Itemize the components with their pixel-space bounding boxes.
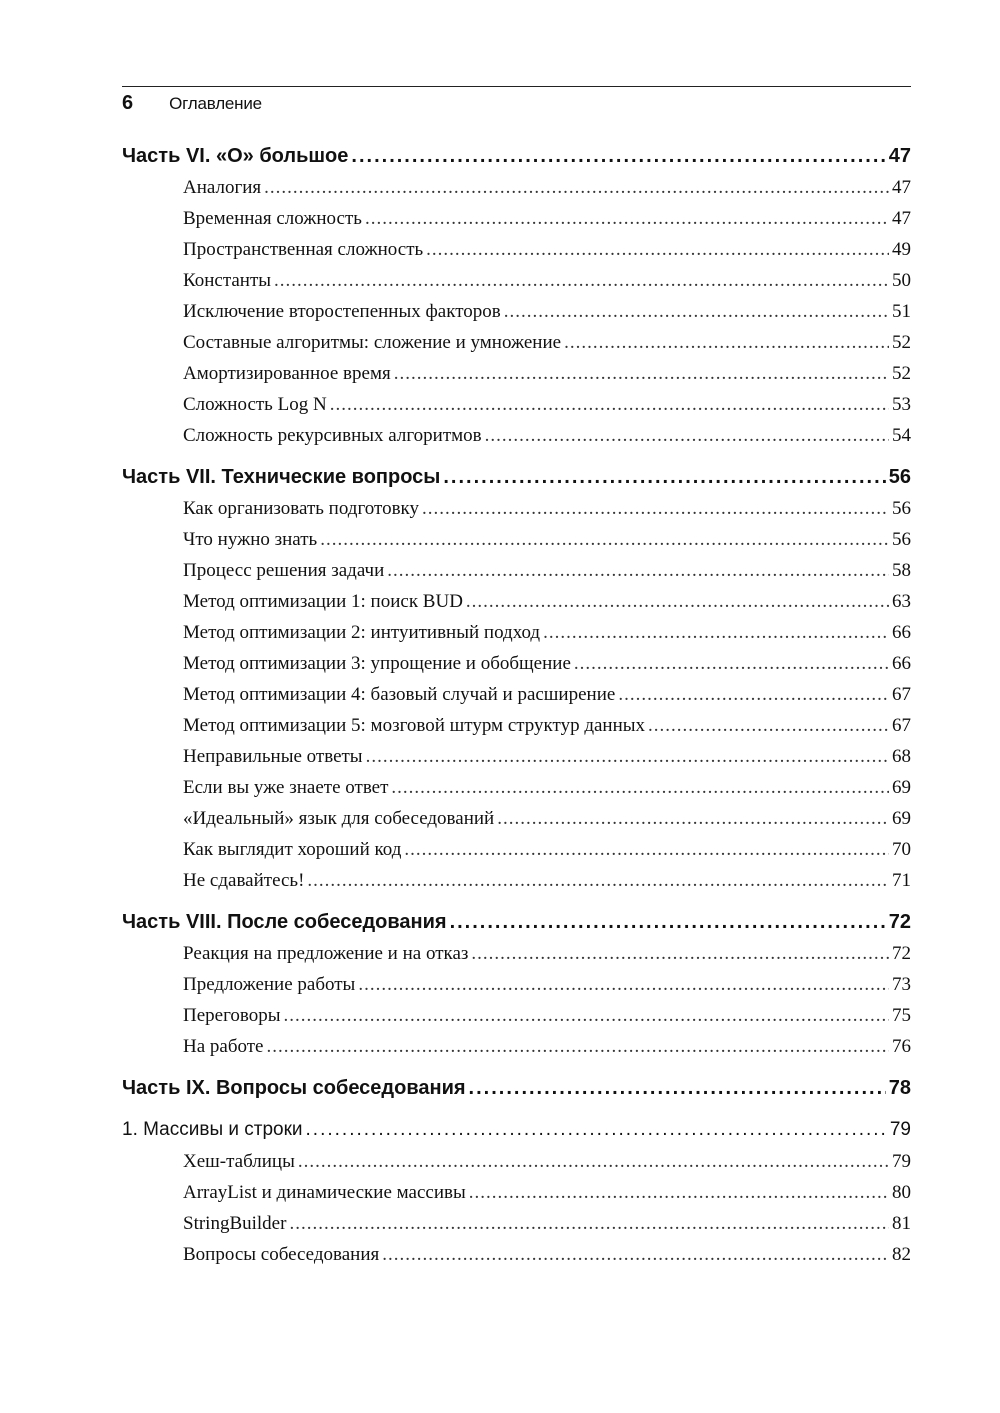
dot-leader [469,1077,886,1100]
toc-entry-page: 80 [892,1182,911,1203]
dot-leader [382,1244,889,1266]
toc-sub-entry [122,498,911,529]
dot-leader [422,498,889,520]
toc-sub-entry [122,591,911,622]
toc-entry-page: 53 [892,394,911,415]
dot-leader [264,177,889,199]
toc-entry-page: 51 [892,301,911,322]
running-head-title: Оглавление [169,94,262,113]
toc-entry-title: Метод оптимизации 1: поиск BUD [183,591,463,612]
toc-sub-entry [122,653,911,684]
toc-part-entry [122,911,911,943]
dot-leader [426,239,889,261]
toc-entry-title: Если вы уже знаете ответ [183,777,389,798]
toc-entry-title: ArrayList и динамические массивы [183,1182,466,1203]
toc-entry-title: Составные алгоритмы: сложение и умножение [183,332,562,353]
dot-leader [267,1036,890,1058]
toc-entry-title: Вопросы собеседования [183,1244,380,1265]
dot-leader [289,1213,889,1235]
toc-sub-entry [122,560,911,591]
toc-entry-page: 47 [892,208,911,229]
toc-sub-entry [122,177,911,208]
dot-leader [394,363,889,385]
toc-sub-entry [122,332,911,363]
toc-entry-title: На работе [183,1036,264,1057]
dot-leader [320,529,889,551]
toc-entry-title: 1. Массивы и строки [122,1119,303,1140]
toc-entry-title: «Идеальный» язык для собеседований [183,808,495,829]
toc-entry-page: 49 [892,239,911,260]
toc-sub-entry [122,363,911,394]
dot-leader [307,870,889,892]
dot-leader [298,1151,889,1173]
toc-entry-page: 56 [888,466,911,488]
toc-entry-title: Пространственная сложность [183,239,424,260]
dot-leader [443,466,885,489]
toc-sub-entry [122,870,911,901]
toc-entry-title: Метод оптимизации 4: базовый случай и расширение [183,684,616,705]
toc-sub-entry [122,239,911,270]
toc-entry-title: StringBuilder [183,1213,287,1234]
toc-entry-page: 63 [892,591,911,612]
toc-entry-page: 69 [892,808,911,829]
toc-sub-entry [122,943,911,974]
toc-entry-page: 69 [892,777,911,798]
dot-leader [471,943,889,965]
toc-entry-page: 52 [892,363,911,384]
toc-entry-page: 79 [889,1119,911,1140]
dot-leader [365,208,889,230]
toc-entry-title: Часть VIII. После собеседования [122,911,447,933]
dot-leader [469,1182,889,1204]
toc-entry-page: 72 [892,943,911,964]
toc-entry-title: Хеш-таблицы [183,1151,295,1172]
toc-entry-page: 71 [892,870,911,891]
toc-entry-page: 70 [892,839,911,860]
toc-entry-page: 68 [892,746,911,767]
dot-leader [466,591,889,613]
toc-entry-title: Метод оптимизации 2: интуитивный подход [183,622,541,643]
toc-entry-title: Предложение работы [183,974,356,995]
toc-sub-entry [122,425,911,456]
toc-entry-title: Что нужно знать [183,529,318,550]
toc-sub-entry [122,974,911,1005]
toc-entry-title: Аналогия [183,177,262,198]
toc-entry-title: Метод оптимизации 3: упрощение и обобщение [183,653,571,674]
dot-leader [366,746,889,768]
toc-entry-title: Реакция на предложение и на отказ [183,943,469,964]
dot-leader [485,425,889,447]
toc-entry-page: 56 [892,498,911,519]
toc-entry-page: 54 [892,425,911,446]
toc-entry-page: 50 [892,270,911,291]
toc-entry-page: 47 [892,177,911,198]
toc-sub-entry [122,1151,911,1182]
toc-sub-entry [122,777,911,808]
toc-sub-entry [122,1244,911,1275]
dot-leader [358,974,889,996]
toc-entry-page: 82 [892,1244,911,1265]
header-rule [122,86,911,87]
toc-sub-entry [122,622,911,653]
toc-entry-title: Исключение второстепенных факторов [183,301,501,322]
toc-entry-title: Как выглядит хороший код [183,839,402,860]
dot-leader [564,332,889,354]
toc-sub-entry [122,270,911,301]
dot-leader [274,270,889,292]
dot-leader [404,839,889,861]
page-number: 6 [122,92,134,114]
dot-leader [648,715,889,737]
dot-leader [504,301,889,323]
toc-part-entry [122,145,911,177]
dot-leader [450,911,886,934]
toc-entry-page: 66 [892,653,911,674]
toc-entry-page: 56 [892,529,911,550]
dot-leader [391,777,889,799]
dot-leader [284,1005,889,1027]
toc-sub-entry [122,808,911,839]
toc-sub-entry [122,715,911,746]
toc-entry-page: 52 [892,332,911,353]
toc-entry-page: 66 [892,622,911,643]
toc-entry-page: 72 [888,911,911,933]
toc-entry-page: 76 [892,1036,911,1057]
toc-chapter-entry [122,1119,911,1151]
toc-entry-title: Константы [183,270,272,291]
toc-sub-entry [122,394,911,425]
toc-entry-title: Метод оптимизации 5: мозговой штурм структур данных [183,715,646,736]
dot-leader [306,1119,887,1141]
toc-entry-page: 67 [892,684,911,705]
toc-entry-page: 78 [888,1077,911,1099]
dot-leader [330,394,889,416]
toc-entry-page: 58 [892,560,911,581]
dot-leader [543,622,889,644]
toc-entry-page: 75 [892,1005,911,1026]
dot-leader [497,808,889,830]
toc-entry-title: Сложность Log N [183,394,327,415]
toc-entry-title: Часть VII. Технические вопросы [122,466,441,488]
toc-entry-title: Часть IX. Вопросы собеседования [122,1077,466,1099]
toc-entry-page: 47 [888,145,911,167]
toc-sub-entry [122,839,911,870]
toc-entry-title: Не сдавайтесь! [183,870,305,891]
toc-entry-title: Неправильные ответы [183,746,363,767]
toc-entry-page: 67 [892,715,911,736]
dot-leader [574,653,889,675]
table-of-contents [122,145,911,1275]
toc-entry-title: Часть VI. «О» большое [122,145,349,167]
toc-sub-entry [122,1005,911,1036]
toc-entry-title: Временная сложность [183,208,362,229]
toc-sub-entry [122,301,911,332]
toc-entry-title: Процесс решения задачи [183,560,385,581]
running-head [122,92,262,120]
toc-part-entry [122,1077,911,1109]
toc-sub-entry [122,529,911,560]
toc-sub-entry [122,1182,911,1213]
toc-sub-entry [122,684,911,715]
toc-entry-title: Переговоры [183,1005,281,1026]
toc-sub-entry [122,1036,911,1067]
toc-entry-title: Сложность рекурсивных алгоритмов [183,425,482,446]
toc-sub-entry [122,208,911,239]
dot-leader [618,684,889,706]
toc-part-entry [122,466,911,498]
toc-sub-entry [122,1213,911,1244]
toc-entry-title: Амортизированное время [183,363,391,384]
dot-leader [351,145,885,168]
toc-entry-page: 73 [892,974,911,995]
toc-entry-page: 79 [892,1151,911,1172]
dot-leader [387,560,889,582]
toc-entry-page: 81 [892,1213,911,1234]
toc-entry-title: Как организовать подготовку [183,498,420,519]
toc-sub-entry [122,746,911,777]
